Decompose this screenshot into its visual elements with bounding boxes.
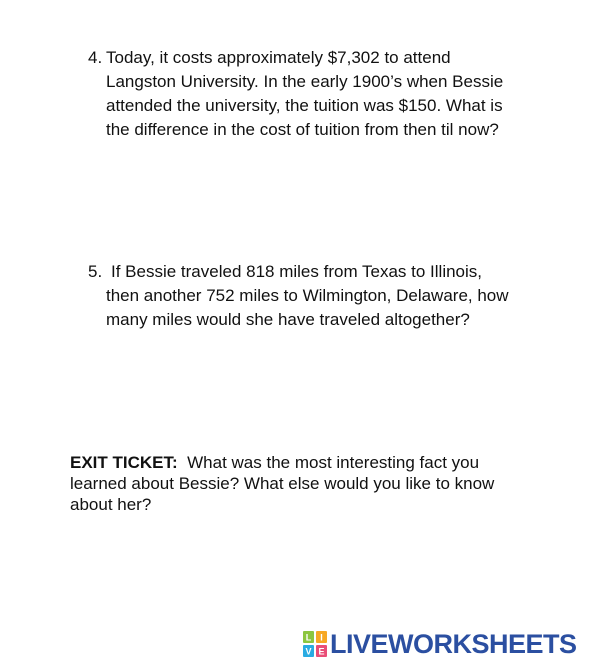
question-line: Langston University. In the early 1900’s when Bessie — [106, 72, 504, 91]
question-number: 5. — [88, 262, 103, 281]
question-text — [106, 260, 546, 332]
exit-ticket-line: What was the most interesting fact you — [187, 453, 480, 472]
svg-text:V: V — [305, 646, 312, 657]
logo-text: LIVEWORKSHEETS — [330, 629, 577, 659]
svg-text:L: L — [305, 632, 312, 643]
exit-ticket-label: EXIT TICKET: — [70, 453, 178, 472]
question-line: Today, it costs approximately $7,302 to attend — [106, 48, 451, 67]
question-line: many miles would she have traveled altogether? — [106, 310, 470, 329]
exit-ticket-line: about her? — [70, 495, 152, 514]
svg-text:I: I — [320, 632, 323, 643]
liveworksheets-logo-icon — [303, 631, 327, 657]
question-line: the difference in the cost of tuition from then til now? — [106, 120, 499, 139]
svg-text:E: E — [318, 646, 325, 657]
question-number: 4. — [88, 48, 103, 67]
question-line: attended the university, the tuition was $150. What is — [106, 96, 503, 115]
question-text — [106, 46, 546, 142]
question-line: If Bessie traveled 818 miles from Texas to Illinois, — [111, 262, 483, 281]
exit-ticket — [70, 452, 550, 515]
liveworksheets-logo — [303, 630, 577, 658]
question-line: then another 752 miles to Wilmington, Delaware, how — [106, 286, 509, 305]
exit-ticket-line: learned about Bessie? What else would you like to know — [70, 474, 495, 493]
